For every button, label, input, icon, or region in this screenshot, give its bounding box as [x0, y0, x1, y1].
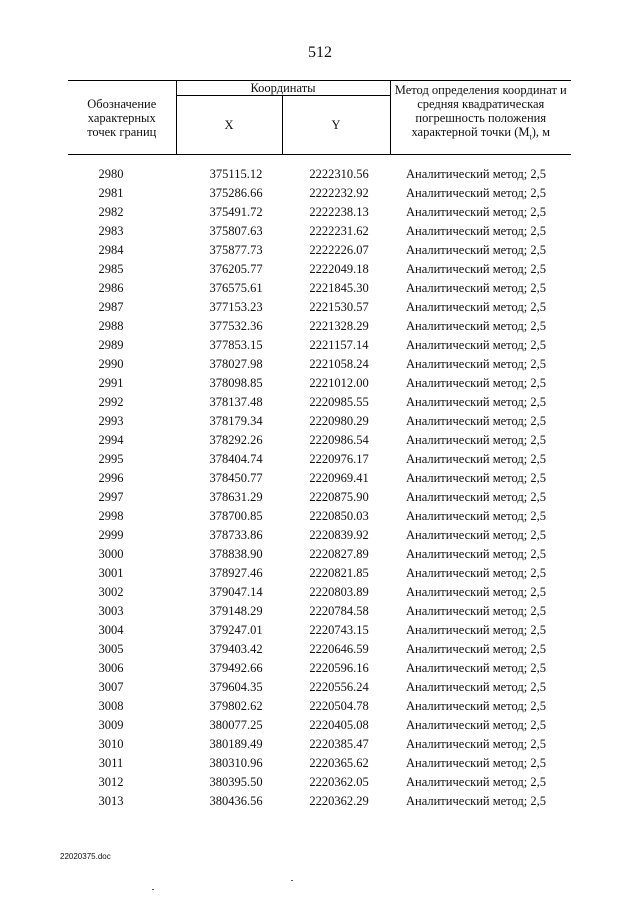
table-row [68, 526, 571, 545]
method-cell: Аналитический метод; 2,5 [406, 205, 546, 219]
method-cell: Аналитический метод; 2,5 [406, 566, 546, 580]
point-cell: 3007 [98, 680, 124, 694]
x-coordinate-cell: 375115.12 [209, 167, 263, 181]
x-coordinate-cell: 378404.74 [209, 452, 263, 466]
header-method-tail: ), м [531, 125, 551, 139]
y-coordinate-cell: 2220850.03 [309, 509, 369, 523]
point-cell: 2997 [98, 490, 124, 504]
method-cell: Аналитический метод; 2,5 [406, 433, 546, 447]
method-cell: Аналитический метод; 2,5 [406, 471, 546, 485]
table-row [68, 564, 571, 583]
header-method [390, 81, 571, 155]
table-row [68, 469, 571, 488]
point-cell: 3009 [98, 718, 124, 732]
table-row [68, 317, 571, 336]
method-cell: Аналитический метод; 2,5 [406, 661, 546, 675]
header-point-designation [68, 81, 176, 155]
y-coordinate-cell: 2222049.18 [309, 262, 369, 276]
x-coordinate-cell: 379802.62 [209, 699, 263, 713]
table-row [68, 355, 571, 374]
x-coordinate-cell: 378027.98 [209, 357, 263, 371]
header-y: Y [282, 96, 390, 155]
table-row [68, 735, 571, 754]
x-coordinate-cell: 379403.42 [209, 642, 263, 656]
point-cell: 2981 [98, 186, 124, 200]
table-row [68, 260, 571, 279]
table-row [68, 792, 571, 811]
point-cell: 3006 [98, 661, 124, 675]
x-coordinate-cell: 378098.85 [209, 376, 263, 390]
header-x: X [176, 96, 282, 155]
point-cell: 2988 [98, 319, 124, 333]
y-coordinate-cell: 2220743.15 [309, 623, 369, 637]
point-cell: 2996 [98, 471, 124, 485]
table-row [68, 678, 571, 697]
point-cell: 2992 [98, 395, 124, 409]
table-row [68, 640, 571, 659]
method-cell: Аналитический метод; 2,5 [406, 300, 546, 314]
method-cell: Аналитический метод; 2,5 [406, 775, 546, 789]
point-cell: 3008 [98, 699, 124, 713]
method-cell: Аналитический метод; 2,5 [406, 395, 546, 409]
y-coordinate-cell: 2220875.90 [309, 490, 369, 504]
x-coordinate-cell: 378137.48 [209, 395, 263, 409]
x-coordinate-cell: 380189.49 [209, 737, 263, 751]
x-coordinate-cell: 380310.96 [209, 756, 263, 770]
y-coordinate-cell: 2220405.08 [309, 718, 369, 732]
point-cell: 2993 [98, 414, 124, 428]
point-cell: 3004 [98, 623, 124, 637]
table-header [68, 81, 571, 155]
y-coordinate-cell: 2220556.24 [309, 680, 369, 694]
method-cell: Аналитический метод; 2,5 [406, 319, 546, 333]
x-coordinate-cell: 379148.29 [209, 604, 263, 618]
table-row [68, 602, 571, 621]
table-row [68, 488, 571, 507]
point-cell: 3011 [98, 756, 124, 770]
x-coordinate-cell: 378450.77 [209, 471, 263, 485]
x-coordinate-cell: 378292.26 [209, 433, 263, 447]
method-cell: Аналитический метод; 2,5 [406, 547, 546, 561]
x-coordinate-cell: 378700.85 [209, 509, 263, 523]
y-coordinate-cell: 2221012.00 [309, 376, 369, 390]
y-coordinate-cell: 2220839.92 [309, 528, 369, 542]
table-row [68, 374, 571, 393]
table-row [68, 621, 571, 640]
x-coordinate-cell: 378733.86 [209, 528, 263, 542]
table-row [68, 203, 571, 222]
point-cell: 2982 [98, 205, 124, 219]
x-coordinate-cell: 377532.36 [209, 319, 263, 333]
point-cell: 2980 [98, 167, 124, 181]
y-coordinate-cell: 2220803.89 [309, 585, 369, 599]
method-cell: Аналитический метод; 2,5 [406, 528, 546, 542]
method-cell: Аналитический метод; 2,5 [406, 490, 546, 504]
method-cell: Аналитический метод; 2,5 [406, 737, 546, 751]
table-row [68, 412, 571, 431]
y-coordinate-cell: 2221157.14 [309, 338, 369, 352]
table-row [68, 336, 571, 355]
method-cell: Аналитический метод; 2,5 [406, 262, 546, 276]
y-coordinate-cell: 2220976.17 [309, 452, 369, 466]
point-cell: 3003 [98, 604, 124, 618]
table-body [68, 155, 571, 812]
x-coordinate-cell: 379492.66 [209, 661, 263, 675]
table-row [68, 659, 571, 678]
point-cell: 3012 [98, 775, 124, 789]
y-coordinate-cell: 2221328.29 [309, 319, 369, 333]
point-cell: 2985 [98, 262, 124, 276]
y-coordinate-cell: 2220385.47 [309, 737, 369, 751]
point-cell: 2991 [98, 376, 124, 390]
y-coordinate-cell: 2220362.05 [309, 775, 369, 789]
y-coordinate-cell: 2220969.41 [309, 471, 369, 485]
x-coordinate-cell: 375807.63 [209, 224, 263, 238]
table-row [68, 184, 571, 203]
method-cell: Аналитический метод; 2,5 [406, 680, 546, 694]
point-cell: 2994 [98, 433, 124, 447]
point-cell: 2984 [98, 243, 124, 257]
point-cell: 3002 [98, 585, 124, 599]
x-coordinate-cell: 377853.15 [209, 338, 263, 352]
x-coordinate-cell: 375877.73 [209, 243, 263, 257]
point-cell: 3001 [98, 566, 124, 580]
y-coordinate-cell: 2220646.59 [309, 642, 369, 656]
x-coordinate-cell: 378631.29 [209, 490, 263, 504]
method-cell: Аналитический метод; 2,5 [406, 623, 546, 637]
y-coordinate-cell: 2220986.54 [309, 433, 369, 447]
x-coordinate-cell: 376575.61 [209, 281, 263, 295]
y-coordinate-cell: 2220985.55 [309, 395, 369, 409]
method-cell: Аналитический метод; 2,5 [406, 604, 546, 618]
table-row [68, 450, 571, 469]
page-number: 512 [308, 44, 332, 61]
x-coordinate-cell: 380077.25 [209, 718, 263, 732]
table-row [68, 279, 571, 298]
y-coordinate-cell: 2220596.16 [309, 661, 369, 675]
x-coordinate-cell: 380436.56 [209, 794, 263, 808]
x-coordinate-cell: 379247.01 [209, 623, 263, 637]
header-method-label: Метод определения координат и средняя квадратическая погрешность положения характерной точки (M [394, 83, 567, 139]
scan-speck [291, 880, 293, 881]
table-row [68, 431, 571, 450]
method-cell: Аналитический метод; 2,5 [406, 585, 546, 599]
point-cell: 2990 [98, 357, 124, 371]
coordinates-table [68, 80, 571, 811]
x-coordinate-cell: 378179.34 [209, 414, 263, 428]
method-cell: Аналитический метод; 2,5 [406, 281, 546, 295]
x-coordinate-cell: 380395.50 [209, 775, 263, 789]
y-coordinate-cell: 2221058.24 [309, 357, 369, 371]
x-coordinate-cell: 378927.46 [209, 566, 263, 580]
x-coordinate-cell: 379604.35 [209, 680, 263, 694]
point-cell: 3013 [98, 794, 124, 808]
y-coordinate-cell: 2220362.29 [309, 794, 369, 808]
point-cell: 2995 [98, 452, 124, 466]
method-cell: Аналитический метод; 2,5 [406, 376, 546, 390]
header-method-subscript: t [529, 132, 532, 142]
table-row [68, 222, 571, 241]
y-coordinate-cell: 2220365.62 [309, 756, 369, 770]
y-coordinate-cell: 2221530.57 [309, 300, 369, 314]
scan-speck [152, 889, 154, 890]
point-cell: 3010 [98, 737, 124, 751]
method-cell: Аналитический метод; 2,5 [406, 699, 546, 713]
method-cell: Аналитический метод; 2,5 [406, 224, 546, 238]
y-coordinate-cell: 2220784.58 [309, 604, 369, 618]
table-row [68, 773, 571, 792]
header-coordinates: Координаты [176, 81, 390, 96]
x-coordinate-cell: 379047.14 [209, 585, 263, 599]
method-cell: Аналитический метод; 2,5 [406, 167, 546, 181]
y-coordinate-cell: 2220821.85 [309, 566, 369, 580]
method-cell: Аналитический метод; 2,5 [406, 718, 546, 732]
point-cell: 3000 [98, 547, 124, 561]
point-cell: 3005 [98, 642, 124, 656]
table-row [68, 754, 571, 773]
header-point-label: Обозначение характерных точек границ [87, 96, 157, 139]
x-coordinate-cell: 376205.77 [209, 262, 263, 276]
footer-file-name: 22020375.doc [60, 852, 111, 861]
method-cell: Аналитический метод; 2,5 [406, 243, 546, 257]
table-row [68, 155, 571, 185]
method-cell: Аналитический метод; 2,5 [406, 642, 546, 656]
y-coordinate-cell: 2221845.30 [309, 281, 369, 295]
point-cell: 2987 [98, 300, 124, 314]
method-cell: Аналитический метод; 2,5 [406, 509, 546, 523]
table-row [68, 716, 571, 735]
table-row [68, 298, 571, 317]
y-coordinate-cell: 2220827.89 [309, 547, 369, 561]
method-cell: Аналитический метод; 2,5 [406, 186, 546, 200]
method-cell: Аналитический метод; 2,5 [406, 414, 546, 428]
y-coordinate-cell: 2222232.92 [309, 186, 369, 200]
table-row [68, 545, 571, 564]
method-cell: Аналитический метод; 2,5 [406, 756, 546, 770]
method-cell: Аналитический метод; 2,5 [406, 794, 546, 808]
table-row [68, 583, 571, 602]
method-cell: Аналитический метод; 2,5 [406, 452, 546, 466]
x-coordinate-cell: 375491.72 [209, 205, 263, 219]
y-coordinate-cell: 2220980.29 [309, 414, 369, 428]
x-coordinate-cell: 377153.23 [209, 300, 263, 314]
y-coordinate-cell: 2222310.56 [309, 167, 369, 181]
point-cell: 2983 [98, 224, 124, 238]
point-cell: 2989 [98, 338, 124, 352]
point-cell: 2998 [98, 509, 124, 523]
y-coordinate-cell: 2222226.07 [309, 243, 369, 257]
table-row [68, 393, 571, 412]
y-coordinate-cell: 2222231.62 [309, 224, 369, 238]
table-row [68, 241, 571, 260]
y-coordinate-cell: 2220504.78 [309, 699, 369, 713]
method-cell: Аналитический метод; 2,5 [406, 357, 546, 371]
x-coordinate-cell: 375286.66 [209, 186, 263, 200]
y-coordinate-cell: 2222238.13 [309, 205, 369, 219]
x-coordinate-cell: 378838.90 [209, 547, 263, 561]
table-row [68, 507, 571, 526]
table-row [68, 697, 571, 716]
method-cell: Аналитический метод; 2,5 [406, 338, 546, 352]
point-cell: 2999 [98, 528, 124, 542]
point-cell: 2986 [98, 281, 124, 295]
